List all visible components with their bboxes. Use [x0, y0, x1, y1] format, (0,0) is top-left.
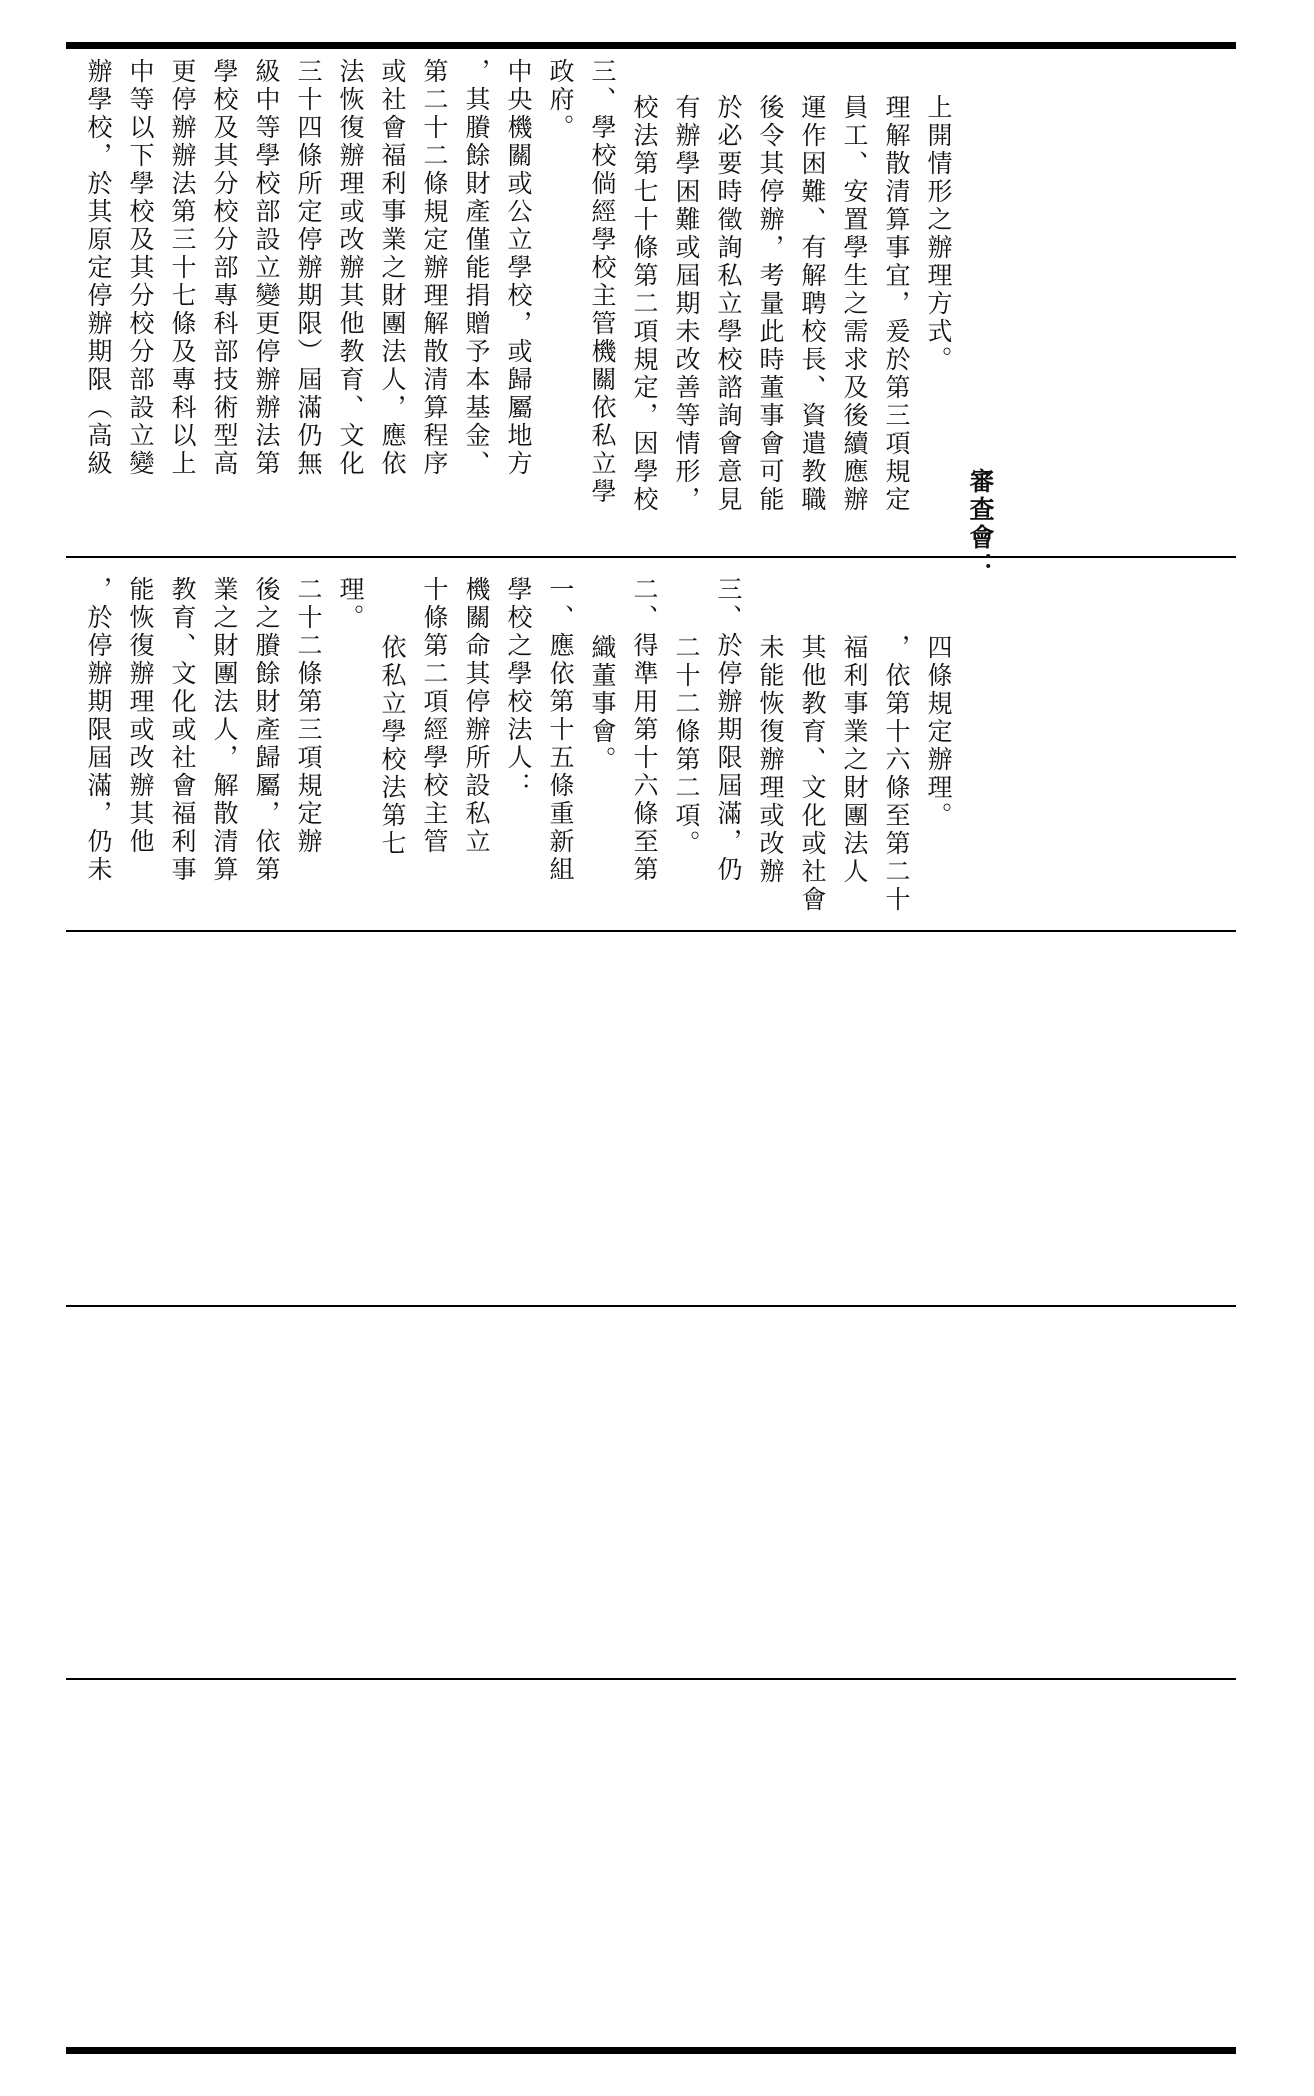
- text-column: 能恢復辦理或改辦其他: [126, 576, 155, 856]
- text-column: 學校之學校法人：: [504, 576, 533, 800]
- row-divider: [66, 930, 1236, 932]
- text-column: 二十二條第二項。: [672, 634, 701, 858]
- text-column: ，於停辦期限屆滿，仍未: [84, 576, 113, 884]
- text-column: 教育、文化或社會福利事: [168, 576, 197, 884]
- text-column: 中等以下學校及其分校分部設立變: [126, 58, 155, 478]
- row-divider: [66, 1678, 1236, 1680]
- text-column: ，其賸餘財產僅能捐贈予本基金、: [462, 58, 491, 478]
- row-divider: [66, 1305, 1236, 1307]
- text-column: 理。: [336, 576, 365, 632]
- text-column: 更停辦辦法第三十七條及專科以上: [168, 58, 197, 478]
- text-column: 後之賸餘財產歸屬，依第: [252, 576, 281, 884]
- row-divider: [66, 556, 1236, 558]
- text-column: 三、學校倘經學校主管機關依私立學: [588, 58, 617, 506]
- text-column: 理解散清算事宜，爰於第三項規定: [882, 94, 911, 514]
- text-column: 運作困難、有解聘校長、資遣教職: [798, 94, 827, 514]
- top-border: [66, 42, 1236, 49]
- text-column: 依私立學校法第七: [378, 634, 407, 858]
- text-column: 二、得準用第十六條至第: [630, 576, 659, 884]
- text-column: 校法第七十條第二項規定，因學校: [630, 94, 659, 514]
- text-column: 上開情形之辦理方式。: [924, 94, 953, 374]
- text-column: 業之財團法人，解散清算: [210, 576, 239, 884]
- text-column: 第二十二條規定辦理解散清算程序: [420, 58, 449, 478]
- text-column: 其他教育、文化或社會: [798, 634, 827, 914]
- text-column: 員工、安置學生之需求及後續應辦: [840, 94, 869, 514]
- text-column: 未能恢復辦理或改辦: [756, 634, 785, 886]
- bottom-border: [66, 2047, 1236, 2054]
- text-column: 於必要時徵詢私立學校諮詢會意見: [714, 94, 743, 514]
- review-committee-heading: 審查會：: [966, 468, 995, 580]
- text-column: 學校及其分校分部專科部技術型高: [210, 58, 239, 478]
- article-cell: [66, 576, 1236, 926]
- text-column: 中央機關或公立學校，或歸屬地方: [504, 58, 533, 478]
- text-column: 辦學校，於其原定停辦期限（高級: [84, 58, 113, 478]
- text-column: 織董事會。: [588, 634, 617, 774]
- text-column: 一、應依第十五條重新組: [546, 576, 575, 884]
- explanation-cell: [66, 58, 1236, 580]
- text-column: 十條第二項經學校主管: [420, 576, 449, 856]
- text-column: ，依第十六條至第二十: [882, 634, 911, 914]
- text-column: 法恢復辦理或改辦其他教育、文化: [336, 58, 365, 478]
- text-column: 機關命其停辦所設私立: [462, 576, 491, 856]
- text-column: 二十二條第三項規定辦: [294, 576, 323, 856]
- text-column: 四條規定辦理。: [924, 634, 953, 830]
- text-column: 或社會福利事業之財團法人，應依: [378, 58, 407, 478]
- text-column: 福利事業之財團法人: [840, 634, 869, 886]
- text-column: 三十四條所定停辦期限）屆滿仍無: [294, 58, 323, 478]
- text-column: 政府。: [546, 58, 575, 142]
- text-column: 級中等學校部設立變更停辦辦法第: [252, 58, 281, 478]
- text-column: 後令其停辦，考量此時董事會可能: [756, 94, 785, 514]
- text-column: 三、於停辦期限屆滿，仍: [714, 576, 743, 884]
- text-column: 有辦學困難或屆期未改善等情形，: [672, 94, 701, 514]
